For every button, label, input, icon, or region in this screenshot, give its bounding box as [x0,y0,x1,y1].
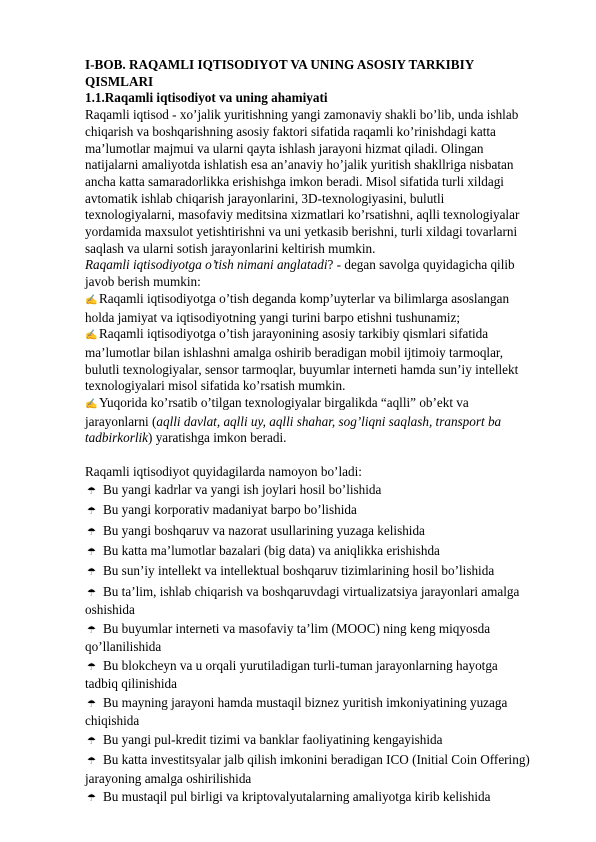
umbrella-bullet-icon: ☂ [87,755,96,767]
list-item [85,789,530,808]
umbrella-bullet-icon: ☂ [87,661,96,673]
umbrella-bullet-icon: ☂ [87,486,96,498]
answer-text-italic: aqlli davlat, aqlli uy, aqlli shahar, sog’liqni saqlash, transport ba tadbirkorlik [85,413,502,446]
list-item [85,621,530,656]
answer-text-before: Yuqorida ko’rsatib o’tilgan texnologiyalar birgalikda “aqlli” ob’ekt va jarayonlarni ( [85,395,469,429]
answer-item [85,395,530,447]
umbrella-bullet-icon: ☂ [87,698,96,710]
list-item [85,732,530,751]
list-item-text: Bu yangi pul-kredit tizimi va banklar faoliyatining kengayishida [103,731,443,747]
document-page [85,57,530,808]
intro-paragraph: Raqamli iqtisod - xo’jalik yuritishning yangi zamonaviy shakli bo’lib, unda ishlab chiqarish va boshqarishning asosiy faktori sifatida raqamli ko’rinishdagi katta ma’lumotlar majmui va ularni qayta ishlash jarayoni hizmat qiladi. Olingan natijalarni amaliyotda ishlatish esa an’anaviy ho’jalik yuritish shakllriga nisbatan ancha katta samaradorlikka erishishga imkon beradi. Misol sifatida turli xildagi avtomatik ishlab chiqarish jarayonlarini, 3D-texnologiyasini, bulutli texnologiyalarni, masofaviy meditsina xizmatlari ko’rsatishni, aqlli texnologiyalar yordamida maxsulot yetishtirishni va uni yetkasib berishni, turli xildagi tovarlarni saqlash va ularni sotish jarayonlarini keltirish mumkin. [85,107,520,256]
spacer [85,447,530,464]
list-item-text: Bu ta’lim, ishlab chiqarish va boshqaruvdagi virtualizatsiya jarayonlari amalga oshishida [85,583,520,618]
list-item [85,695,530,730]
answer-item [85,291,530,326]
list-item [85,563,530,582]
umbrella-bullet-icon: ☂ [87,506,96,518]
pen-bullet-icon: ✍ [85,399,98,411]
answer-text: Raqamli iqtisodiyotga o’tish deganda komp’uyterlar va bilimlarga asoslangan holda jamiyat va iqtisodiyotning yangi turini barpo etishni tushunamiz; [85,290,510,325]
question-rest: ? - degan savolga quyidagicha qilib javob berish mumkin: [85,257,515,290]
umbrella-bullet-icon: ☂ [87,624,96,636]
umbrella-bullet-icon: ☂ [87,587,96,599]
answer-item [85,326,530,395]
list-item [85,502,530,521]
umbrella-bullet-icon: ☂ [87,526,96,538]
umbrella-bullet-icon: ☂ [87,792,96,804]
question-italic: Raqamli iqtisodiyotga o’tish nimani anglatadi [85,257,328,273]
list-item-text: Bu blokcheyn va u orqali yurutiladigan turli-tuman jarayonlarning hayotga tadbiq qilinishida [85,657,498,692]
list-item-text: Bu mustaqil pul birligi va kriptovalyutalarning amaliyotga kirib kelishida [103,788,491,804]
list-item-text: Bu yangi kadrlar va yangi ish joylari hosil bo’lishida [103,482,382,498]
list-item [85,658,530,693]
list-item-text: Bu buyumlar interneti va masofaviy ta’lim (MOOC) ning keng miqyosda qo’llanilishida [85,620,491,655]
list-item [85,752,530,787]
list-item-text: Bu yangi boshqaruv va nazorat usullarining yuzaga kelishida [103,522,425,538]
pen-bullet-icon: ✍ [85,294,98,306]
list-item [85,543,530,562]
list-heading: Raqamli iqtisodiyot quyidagilarda namoyon bo’ladi: [85,463,362,479]
manifestation-list [85,482,530,807]
list-item-text: Bu mayning jarayoni hamda mustaqil biznez yuritish imkoniyatining yuzaga chiqishida [85,694,508,729]
answer-text: Raqamli iqtisodiyotga o’tish jarayonining asosiy tarkibiy qismlari sifatida ma’lumotlar bilan ishlashni amalga oshirib beradigan mobil ijtimoiy tarmoqlar, bulutli texnologiyalar, sensor tarmoqlar, buyumlar interneti hamda sun’iy intellekt texnologiyalari misol sifatida ko’rsatish mumkin. [85,326,519,394]
list-item-text: Bu yangi korporativ madaniyat barpo bo’lishida [103,502,357,518]
answer-text-after: ) yaratishga imkon beradi. [148,430,287,446]
list-item-text: Bu katta ma’lumotlar bazalari (big data) va aniqlikka erishishda [103,543,440,559]
list-item-text: Bu sun’iy intellekt va intellektual boshqaruv tizimlarining hosil bo’lishida [103,563,495,579]
umbrella-bullet-icon: ☂ [87,547,96,559]
question-paragraph [85,257,530,290]
list-item-text: Bu katta investitsyalar jalb qilish imkonini beradigan ICO (Initial Coin Offering) jarayoning amalga oshirilishida [85,751,530,786]
section-title: 1.1.Raqamli iqtisodiyot va uning ahamiyati [85,90,328,106]
pen-bullet-icon: ✍ [85,330,98,342]
list-item [85,584,530,619]
list-item [85,482,530,501]
list-item [85,523,530,542]
umbrella-bullet-icon: ☂ [87,567,96,579]
chapter-title: I-BOB. RAQAMLI IQTISODIYOT VA UNING ASOSIY TARKIBIY QISMLARI [85,57,474,89]
umbrella-bullet-icon: ☂ [87,735,96,747]
